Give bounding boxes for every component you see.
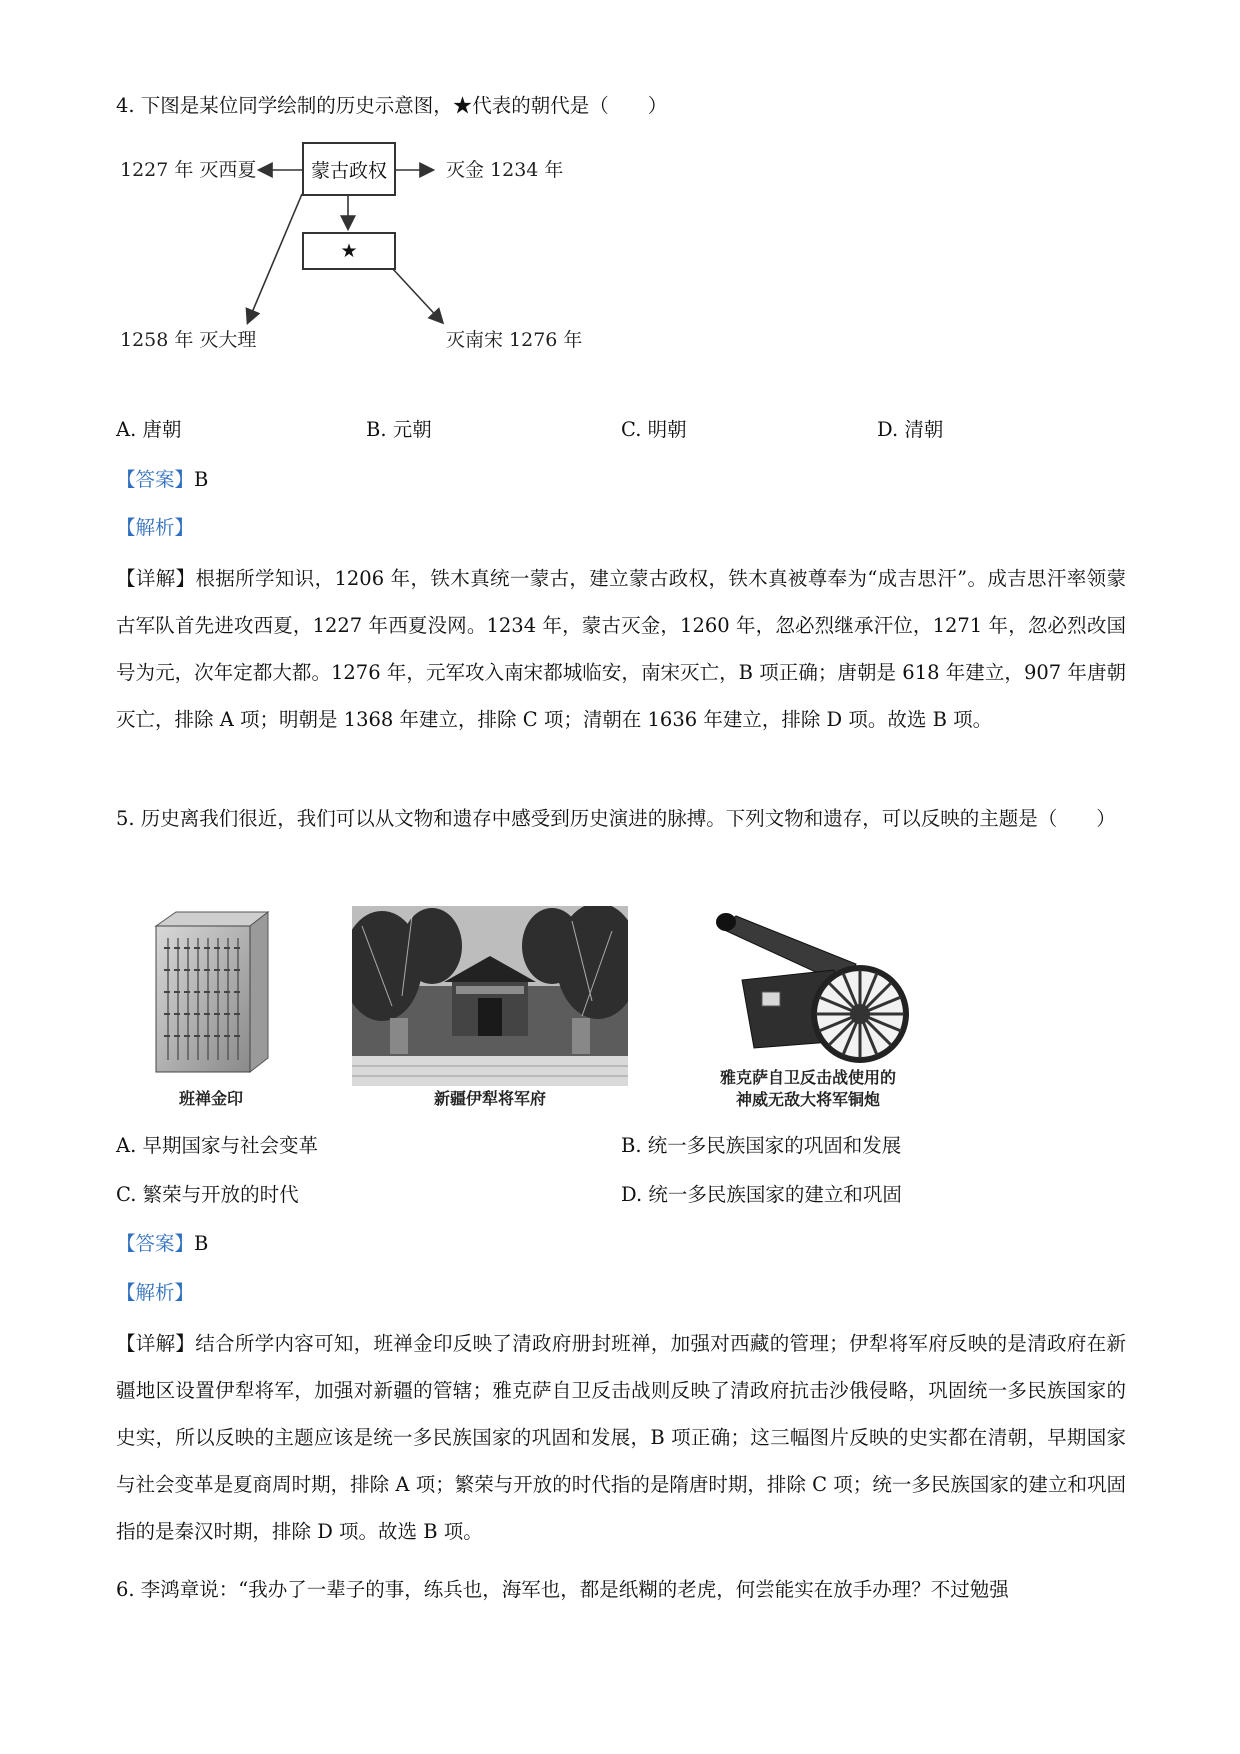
seal-picture [146, 908, 276, 1083]
detail-tag: 【详解】 [116, 567, 196, 590]
detail-text: 根据所学知识，1206 年，铁木真统一蒙古，建立蒙古政权，铁木真被尊奉为“成吉思汗”。成吉思汗率领蒙古军队首先进攻西夏，1227 年西夏没网。1234 年，蒙古灭金，1260 年，忽必烈继承汗位，1271 年，忽必烈改国号为元，次年定都大都。1276 年，元军攻入南宋都城临安，南宋灭亡，B 项正确；唐朝是 618 年建立，907 年唐朝灭亡，排除 A 项；明朝是 1368 年建立，排除 C 项；清朝在 1636 年建立，排除 D 项。故选 B 项。 [116, 567, 1126, 731]
answer-tag: 【答案】 [116, 1232, 195, 1255]
analysis-tag: 【解析】 [116, 1281, 195, 1304]
star-box: ★ [302, 232, 396, 270]
label-right-bottom: 灭南宋 1276 年 [446, 329, 583, 351]
label-left-bottom: 1258 年 灭大理 [120, 329, 257, 351]
diagram-arrows [130, 160, 690, 405]
detail-text: 结合所学内容可知，班禅金印反映了清政府册封班禅，加强对西藏的管理；伊犁将军府反映的是清政府在新疆地区设置伊犁将军，加强对新疆的管辖；雅克萨自卫反击战则反映了清政府抗击沙俄侵略，巩固统一多民族国家的史实，所以反映的主题应该是统一多民族国家的巩固和发展，B 项正确；这三幅图片反映的史实都在清朝，早期国家与社会变革是夏商周时期，排除 A 项；繁荣与开放的时代指的是隋唐时期，排除 C 项；统一多民族国家的建立和巩固指的是秦汉时期，排除 D 项。故选 B 项。 [116, 1332, 1126, 1543]
q5-option-c: C. 繁荣与开放的时代 [116, 1183, 299, 1206]
label-right-top: 灭金 1234 年 [446, 159, 564, 181]
label-left-top: 1227 年 灭西夏 [120, 159, 257, 181]
mongol-box: 蒙古政权 [302, 142, 396, 196]
q5-detail [116, 1320, 1126, 1555]
q5-option-a: A. 早期国家与社会变革 [116, 1134, 318, 1157]
mansion-image [352, 906, 628, 1086]
answer-tag: 【答案】 [116, 468, 195, 491]
analysis-tag: 【解析】 [116, 516, 195, 539]
q5-option-b: B. 统一多民族国家的巩固和发展 [621, 1134, 902, 1157]
q4-option-b: B. 元朝 [366, 418, 432, 441]
caption-seal: 班禅金印 [178, 1089, 243, 1108]
q4-option-a: A. 唐朝 [116, 418, 182, 441]
q5-analysis [116, 1279, 194, 1307]
q5-stem: 5. 历史离我们很近，我们可以从文物和遗存中感受到历史演进的脉搏。下列文物和遗存，可以反映的主题是（ ） [116, 807, 1116, 830]
cannon-picture [706, 910, 910, 1070]
caption-cannon-2: 神威无敌大将军铜炮 [735, 1090, 880, 1109]
caption-cannon-1: 雅克萨自卫反击战使用的 [719, 1068, 896, 1087]
q5-answer [116, 1230, 208, 1258]
q4-detail [116, 555, 1126, 743]
caption-mansion: 新疆伊犁将军府 [433, 1089, 546, 1108]
detail-tag: 【详解】 [116, 1332, 196, 1355]
q5-option-d: D. 统一多民族国家的建立和巩固 [621, 1183, 902, 1206]
arrow-bottom-right [392, 268, 442, 322]
q4-stem: 4. 下图是某位同学绘制的历史示意图，★代表的朝代是（ ） [116, 94, 668, 117]
mansion-picture [352, 906, 628, 1086]
q4-answer [116, 466, 208, 494]
answer-value: B [194, 468, 209, 491]
q4-analysis [116, 514, 194, 542]
answer-value: B [194, 1232, 209, 1255]
seal-image [146, 908, 276, 1083]
cannon-image [706, 910, 910, 1070]
q6-stem: 6. 李鸿章说：“我办了一辈子的事，练兵也，海军也，都是纸糊的老虎，何尝能实在放手办理？不过勉强 [116, 1578, 1009, 1601]
q4-option-d: D. 清朝 [877, 418, 944, 441]
arrow-bottom-left [248, 194, 302, 322]
q4-diagram [120, 159, 690, 405]
q4-option-c: C. 明朝 [621, 418, 687, 441]
